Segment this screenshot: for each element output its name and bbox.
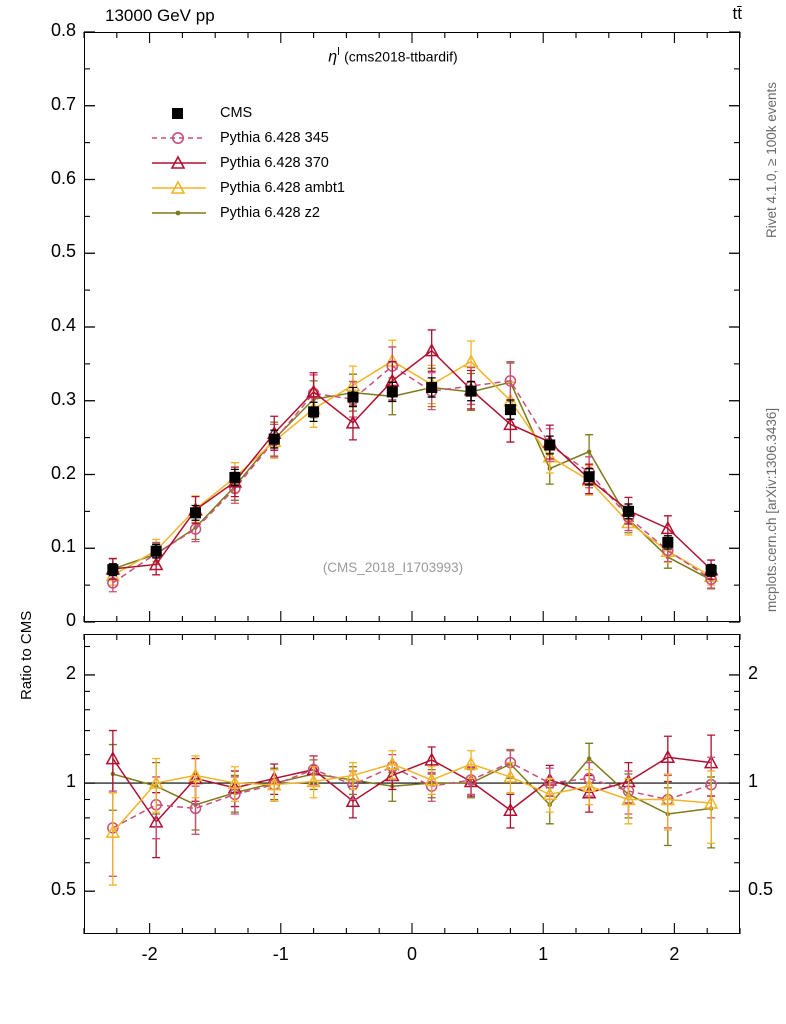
data-marker [229, 472, 240, 483]
xtick-label-ratio: 0 [406, 944, 417, 964]
ratio-y-axis-label: Ratio to CMS [18, 610, 35, 700]
main-series-0 [107, 378, 716, 576]
plot-title-rest: (cms2018-ttbardif) [344, 48, 458, 65]
error-bar [707, 771, 715, 843]
ytick-label-main: 0.3 [50, 388, 76, 409]
main-series-3 [107, 340, 717, 585]
ytick-label-main: 0.6 [50, 167, 76, 188]
error-bar [664, 774, 672, 830]
data-marker [662, 537, 673, 548]
ratio-series-0 [108, 750, 716, 877]
xtick-label-ratio: 2 [669, 944, 680, 964]
rivet-version-label: Rivet 4.1.0, ≥ 100k events [764, 82, 779, 238]
ratio-series-3 [109, 743, 715, 848]
legend-label-z2: Pythia 6.428 z2 [220, 204, 320, 221]
xtick-label-ratio: -1 [272, 944, 289, 964]
header-right-label: tt̄ [732, 4, 742, 23]
data-marker [347, 392, 358, 403]
ytick-label-ratio-right: 0.5 [748, 879, 774, 900]
data-marker [387, 386, 398, 397]
ytick-label-main: 0.4 [50, 315, 76, 335]
ratio-series-1 [107, 731, 717, 858]
data-marker [623, 506, 634, 517]
analysis-id-watermark: (CMS_2018_I1703993) [322, 560, 464, 575]
series-line [113, 382, 711, 580]
ytick-label-ratio-right: 1 [748, 771, 759, 792]
legend-label-ambt1: Pythia 6.428 ambt1 [220, 179, 345, 196]
error-bar [270, 770, 278, 802]
xtick-label-ratio: -2 [141, 944, 158, 964]
data-marker [706, 565, 717, 576]
series-line [113, 361, 711, 576]
header-left-label: 13000 GeV pp [105, 6, 215, 25]
data-marker [308, 406, 319, 417]
main-series-4 [109, 363, 715, 589]
ytick-label-ratio: 2 [65, 662, 76, 683]
data-marker [587, 756, 591, 760]
legend-label-cms: CMS [220, 104, 253, 121]
ytick-label-ratio: 0.5 [50, 879, 76, 900]
plot-title-superscript: l [337, 46, 340, 58]
data-marker [426, 382, 437, 393]
error-bar [109, 793, 117, 885]
error-bar [231, 767, 239, 801]
legend-label-345: Pythia 6.428 345 [220, 129, 329, 146]
ytick-label-main: 0.7 [50, 93, 76, 114]
xtick-label-ratio: 1 [538, 944, 549, 964]
data-marker [107, 564, 118, 575]
mcplots-source-label: mcplots.cern.ch [arXiv:1306.3436] [764, 407, 779, 612]
data-marker [466, 386, 477, 397]
ytick-label-main: 0 [65, 610, 76, 630]
ytick-label-ratio-right: 2 [748, 662, 759, 683]
series-line [113, 366, 711, 583]
data-marker [151, 546, 162, 557]
ytick-label-main: 0.5 [50, 241, 76, 262]
series-line [113, 764, 711, 832]
ytick-label-main: 0.1 [50, 536, 76, 557]
data-marker [587, 449, 591, 453]
data-marker [505, 404, 516, 415]
data-marker [584, 471, 595, 482]
main-series-1 [108, 347, 716, 592]
ytick-label-ratio: 1 [65, 771, 76, 792]
data-marker [544, 440, 555, 451]
legend-label-370: Pythia 6.428 370 [220, 154, 329, 171]
ytick-label-main: 0.2 [50, 462, 76, 483]
error-bar [506, 794, 514, 828]
ytick-label-main: 0.8 [50, 20, 76, 40]
data-marker [269, 434, 280, 445]
series-line [113, 351, 711, 570]
data-marker [190, 507, 201, 518]
plot-title-symbol: η [328, 48, 338, 66]
error-bar [624, 778, 632, 823]
